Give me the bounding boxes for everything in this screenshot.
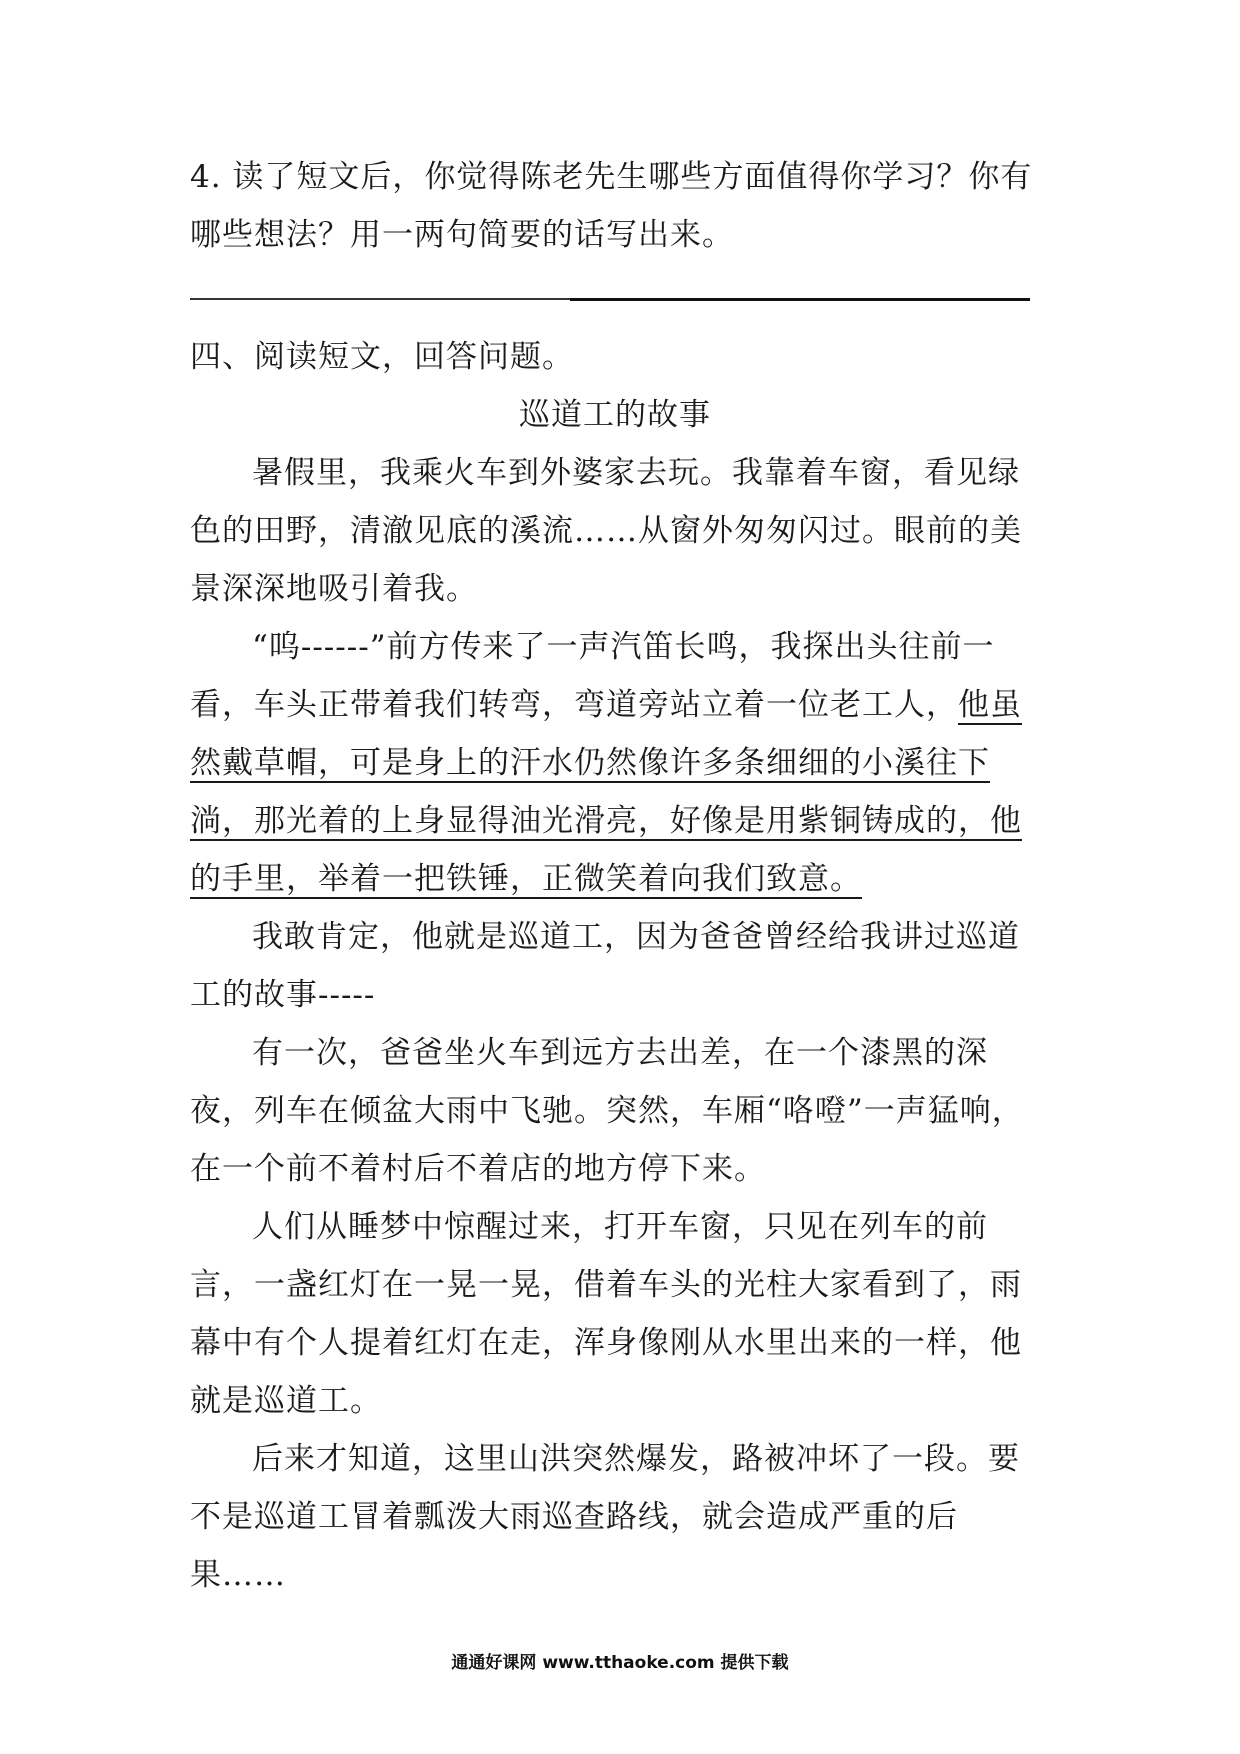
story-title: 巡道工的故事: [519, 397, 711, 433]
story-paragraph-3: 我敢肯定，他就是巡道工，因为爸爸曾经给我讲过巡道工的故事-----: [190, 919, 1020, 1013]
worksheet-content: [190, 148, 1040, 1604]
story-paragraph-5: 人们从睡梦中惊醒过来，打开车窗，只见在列车的前言，一盏红灯在一晃一晃，借着车头的光柱大家看到了，雨幕中有个人提着红灯在走，浑身像刚从水里出来的一样，他就是巡道工。: [190, 1209, 1022, 1419]
answer-line-thin: [190, 298, 570, 300]
story-paragraph-1: 暑假里，我乘火车到外婆家去玩。我靠着车窗，看见绿色的田野，清澈见底的溪流……从窗外匆匆闪过。眼前的美景深深地吸引着我。: [190, 455, 1022, 607]
underlined-sentence: 他虽然戴草帽，可是身上的汗水仍然像许多条细细的小溪往下淌，那光着的上身显得油光滑亮，好像是用紫铜铸成的，他的手里，举着一把铁锤，正微笑着向我们致意。: [190, 687, 1022, 897]
story-paragraph-2-lead: “呜------”前方传来了一声汽笛长鸣，我探出头往前一看，车头正带着我们转弯，弯道旁站立着一位老工人，: [190, 629, 995, 723]
answer-line[interactable]: [190, 270, 1040, 328]
story-paragraph-6: 后来才知道，这里山洪突然爆发，路被冲坏了一段。要不是巡道工冒着瓢泼大雨巡查路线，就会造成严重的后果……: [190, 1441, 1020, 1593]
story-paragraph-2: [190, 618, 1040, 908]
story-paragraph-4: 有一次，爸爸坐火车到远方去出差，在一个漆黑的深夜，列车在倾盆大雨中飞驰。突然，车厢“咯噔”一声猛响，在一个前不着村后不着店的地方停下来。: [190, 1035, 1024, 1187]
question-4-text: 4. 读了短文后，你觉得陈老先生哪些方面值得你学习？你有哪些想法？用一两句简要的话写出来。: [190, 159, 1033, 253]
answer-line-thick: [570, 298, 1030, 301]
footer-credit: 通通好课网 www.tthaoke.com 提供下载: [451, 1653, 789, 1673]
section-heading: 四、阅读短文，回答问题。: [190, 339, 574, 375]
